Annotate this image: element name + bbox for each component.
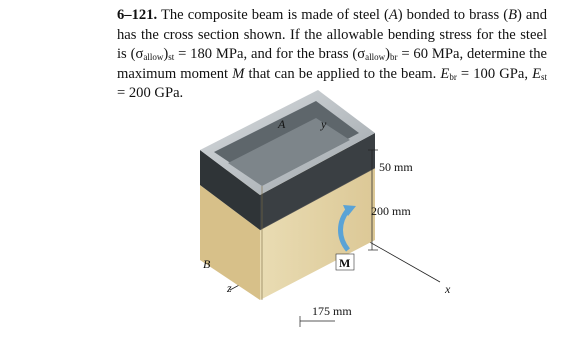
var-B: B xyxy=(508,7,517,23)
text-part: The composite beam is made of steel ( xyxy=(160,7,389,23)
var-A: A xyxy=(388,7,398,23)
text-part: = 200 GPa. xyxy=(117,85,184,102)
text-part: = 100 GPa, xyxy=(456,65,533,82)
text-part: ) xyxy=(385,46,390,63)
var-E: E xyxy=(532,65,541,82)
label-y: y xyxy=(321,117,327,131)
text-part: ) bonded to brass ( xyxy=(397,7,509,23)
text-part: ) and has the cross section shown. If the allowable bending stress for the steel is (σ xyxy=(117,7,547,63)
subscript: br xyxy=(389,52,398,63)
label-x: x xyxy=(445,282,451,296)
dim-50mm: 50 mm xyxy=(379,160,413,174)
subscript: allow xyxy=(365,52,386,63)
label-z: z xyxy=(227,281,232,295)
text-part: = 180 MPa, and for the brass (σ xyxy=(174,46,366,63)
text-part: = 60 MPa, determine the maximum moment xyxy=(117,46,547,82)
subscript: br xyxy=(449,71,457,82)
subscript: allow xyxy=(143,52,164,63)
text-part: ) xyxy=(163,46,169,63)
label-B: B xyxy=(203,257,211,271)
var-M: M xyxy=(232,65,245,82)
dim-175mm: 175 mm xyxy=(312,304,352,318)
var-E: E xyxy=(440,65,450,82)
label-A: A xyxy=(278,117,286,131)
text-part: that can be applied to the beam. xyxy=(244,65,441,82)
moment-label: M xyxy=(339,256,351,270)
subscript: st xyxy=(541,71,548,82)
problem-number: 6–121. xyxy=(117,7,158,23)
subscript: st xyxy=(168,52,175,63)
dim-200mm: 200 mm xyxy=(371,204,411,218)
